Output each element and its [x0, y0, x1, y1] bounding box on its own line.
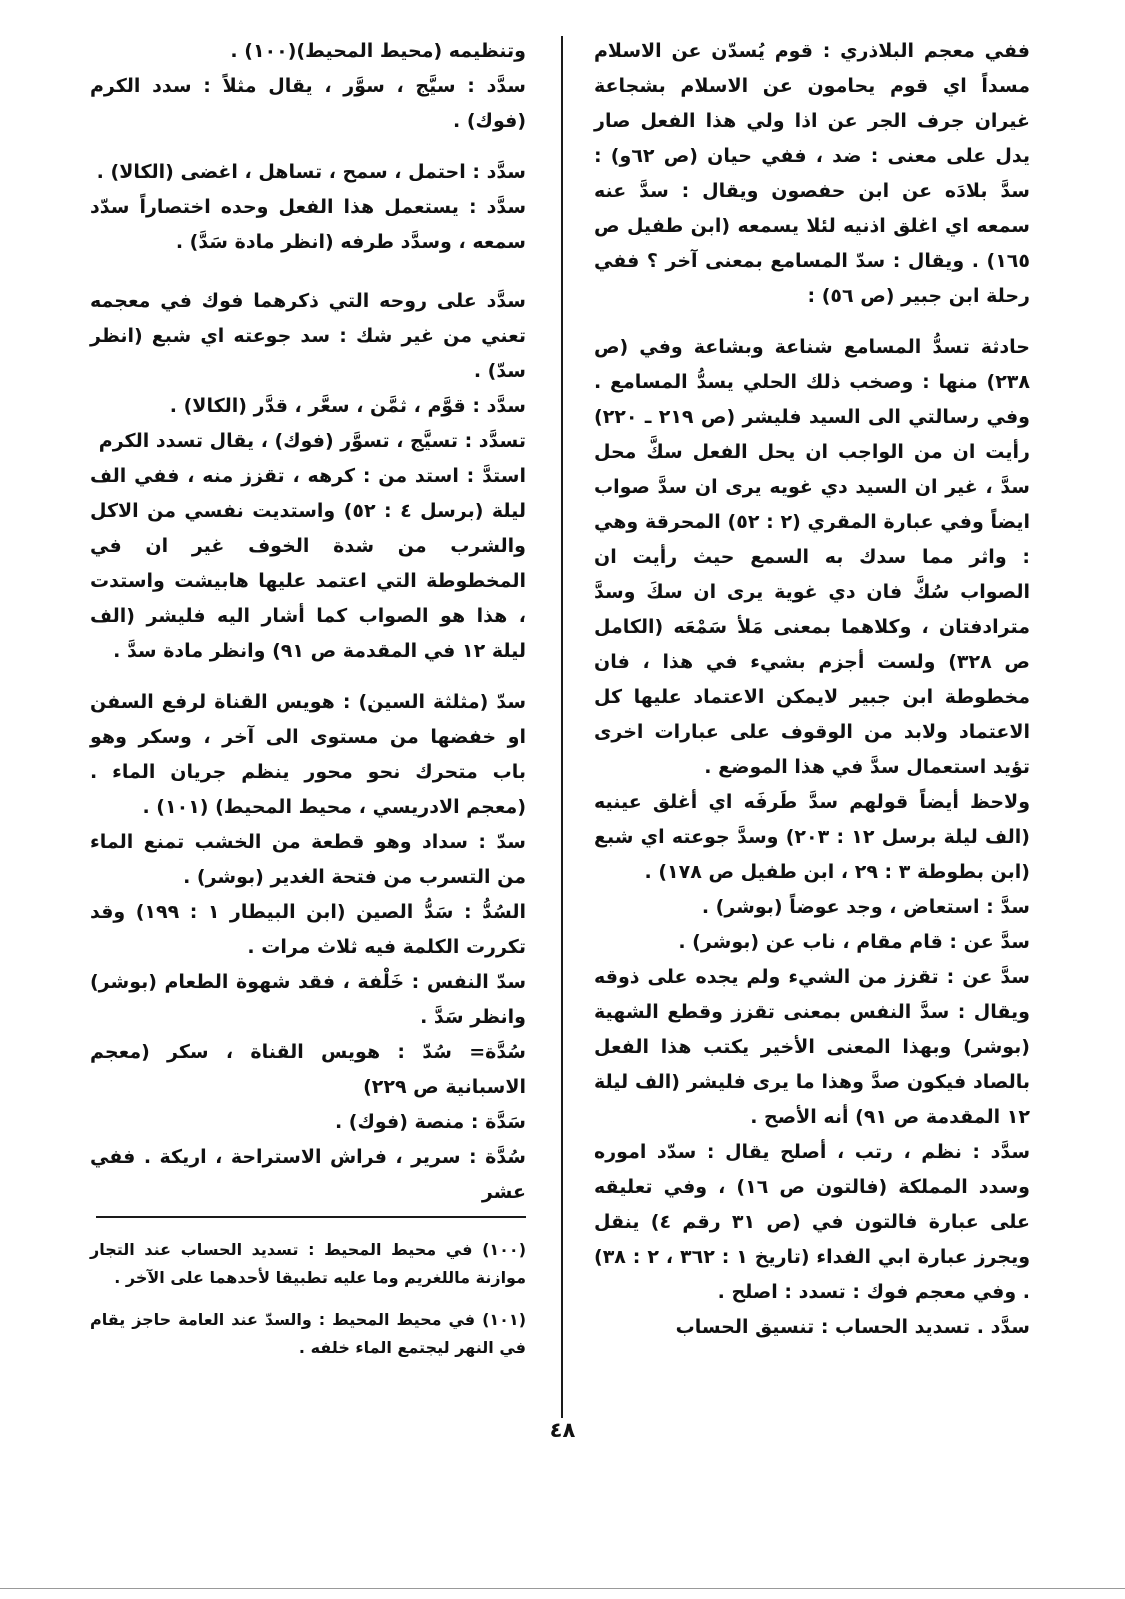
paragraph: سدّ النفس : خَلْفة ، فقد شهوة الطعام (بوشر) وانظر سَدَّ .	[90, 971, 526, 1028]
paragraph: سدَّد : يستعمل هذا الفعل وحده اختصاراً سدّد سمعه ، وسدَّد طرفه (انظر مادة سَدَّ) .	[90, 196, 526, 253]
paragraph: ففي معجم البلاذري : قوم يُسدّن عن الاسلام مسداً اي قوم يحامون عن الاسلام بشجاعة غيران جرف الجر عن اذا ولي هذا الفعل صار يدل على معنى : ضد ، ففي حيان (ص ٦٢و) : سدَّ بلادَه عن ابن حفصون ويقال : سدَّ عنه سمعه اي اغلق اذنيه لئلا يسمعه (ابن طفيل ص ١٦٥) . ويقال : سدّ المسامع بمعنى آخر ؟ ففي رحلة ابن جبير (ص ٥٦) :	[594, 40, 1030, 307]
footnotes	[90, 1236, 526, 1376]
paragraph: سدّ : سداد وهو قطعة من الخشب تمنع الماء من التسرب من فتحة الغدير (بوشر) .	[90, 831, 526, 888]
paragraph: سَدَّة : منصة (فوك) .	[334, 1111, 526, 1133]
paragraph: استدَّ : استد من : كرهه ، تقزز منه ، ففي الف ليلة (برسل ٤ : ٥٢) واستديت نفسي من الاكل والشرب من شدة الخوف غير ان في المخطوطة التي اعتمد عليها هابيشت واستدت ، هذا هو الصواب كما أشار اليه فليشر (الف ليلة ١٢ في المقدمة ص ٩١) وانظر مادة سدَّ .	[90, 465, 527, 662]
paragraph: السُدُّ : سَدُّ الصين (ابن البيطار ١ : ١٩٩) وقد تكررت الكلمة فيه ثلاث مرات .	[90, 901, 527, 958]
right-column	[594, 34, 1030, 1345]
paragraph: سدّ (مثلثة السين) : هويس القناة لرفع السفن او خفضها من مستوى الى آخر ، وسكر وهو باب متحرك نحو محور ينظم جريان الماء . (معجم الادريسي ، محيط المحيط) (١٠١) .	[90, 691, 526, 818]
column-divider	[561, 36, 563, 1418]
paragraph: سدَّ عن : قام مقام ، ناب عن (بوشر) .	[678, 931, 1030, 953]
paragraph: ولاحظ أيضاً قولهم سدَّ طَرفَه اي أغلق عينيه (الف ليلة برسل ١٢ : ٢٠٣) وسدَّ جوعته اي شبع (ابن بطوطة ٣ : ٢٩ ، ابن طفيل ص ١٧٨) .	[594, 791, 1030, 883]
scan-edge-line	[0, 1588, 1125, 1589]
footnote: (١٠٠) في محيط المحيط : تسديد الحساب عند التجار موازنة ماللغريم وما عليه تطبيقا لأحدهما على الآخر .	[90, 1240, 526, 1287]
paragraph: سُدَّة= سُدّ : هويس القناة ، سكر (معجم الاسبانية ص ٢٢٩)	[90, 1041, 526, 1098]
paragraph: سدَّد : احتمل ، سمح ، تساهل ، اغضى (الكالا) .	[96, 161, 526, 183]
left-column	[90, 34, 526, 1210]
paragraph: حادثة تسدُّ المسامع شناعة وبشاعة وفي (ص ٢٣٨) منها : وصخب ذلك الحلي يسدُّ المسامع . وفي رسالتي الى السيد فليشر (ص ٢١٩ ـ ٢٢٠) رأيت ان من الواجب ان يحل الفعل سكَّ محل سدَّ ، غير ان السيد دي غويه يرى ان سدَّ صواب ايضاً وفي عبارة المقري (٢ : ٥٢) المحرقة وهي : واثر مما سدك به السمع حيث رأيت ان الصواب سُكَّ فان دي غوية يرى ان سكَ وسدَّ مترادفتان ، وكلاهما بمعنى مَلأ سَمْعَه (الكامل ص ٣٢٨) ولست أجزم بشيء في هذا ، فان مخطوطة ابن جبير لايمكن الاعتماد عليها كل الاعتماد ولابد من الوقوف على عبارات اخرى تؤيد استعمال سدَّ في هذا الموضع .	[594, 336, 1030, 778]
paragraph: سدَّد : قوَّم ، ثمَّن ، سعَّر ، قدَّر (الكالا) .	[169, 395, 526, 417]
page-number: ٤٨	[549, 1418, 576, 1442]
paragraph: سدَّ : استعاض ، وجد عوضاً (بوشر) .	[701, 896, 1030, 918]
paragraph: سدَّد : سيَّج ، سوَّر ، يقال مثلاً : سدد الكرم (فوك) .	[90, 75, 526, 132]
paragraph: وتنظيمه (محيط المحيط)(١٠٠) .	[230, 40, 526, 62]
paragraph: سدَّد على روحه التي ذكرهما فوك في معجمه تعني من غير شك : سد جوعته اي شبع (انظر سدّ) .	[90, 290, 526, 382]
paragraph: سدَّد : نظم ، رتب ، أصلح يقال : سدّد اموره وسدد المملكة (فالتون ص ١٦) ، وفي تعليقه على عبارة فالتون في (ص ٣١ رقم ٤) ينقل ويجرز عبارة ابي الفداء (تاريخ ١ : ٣٦٢ ، ٢ : ٣٨) . وفي معجم فوك : تسدد : اصلح .	[594, 1141, 1031, 1303]
paragraph: سدَّ عن : تقزز من الشيء ولم يجده على ذوقه ويقال : سدَّ النفس بمعنى تقزز وقطع الشهية (بوشر) وبهذا المعنى الأخير يكتب هذا الفعل بالصاد فيكون صدَّ وهذا ما يرى فليشر (الف ليلة ١٢ المقدمة ص ٩١) أنه الأصح .	[594, 966, 1030, 1128]
paragraph: سدَّد . تسديد الحساب : تنسيق الحساب	[675, 1316, 1030, 1338]
footnote: (١٠١) في محيط المحيط : والسدّ عند العامة حاجز يقام في النهر ليجتمع الماء خلفه .	[90, 1310, 526, 1357]
paragraph: تسدَّد : تسيَّج ، تسوَّر (فوك) ، يقال تسدد الكرم	[98, 430, 526, 452]
paragraph: سُدَّة : سرير ، فراش الاستراحة ، اريكة . ففي عشر	[90, 1146, 526, 1203]
footnote-divider	[96, 1216, 526, 1218]
